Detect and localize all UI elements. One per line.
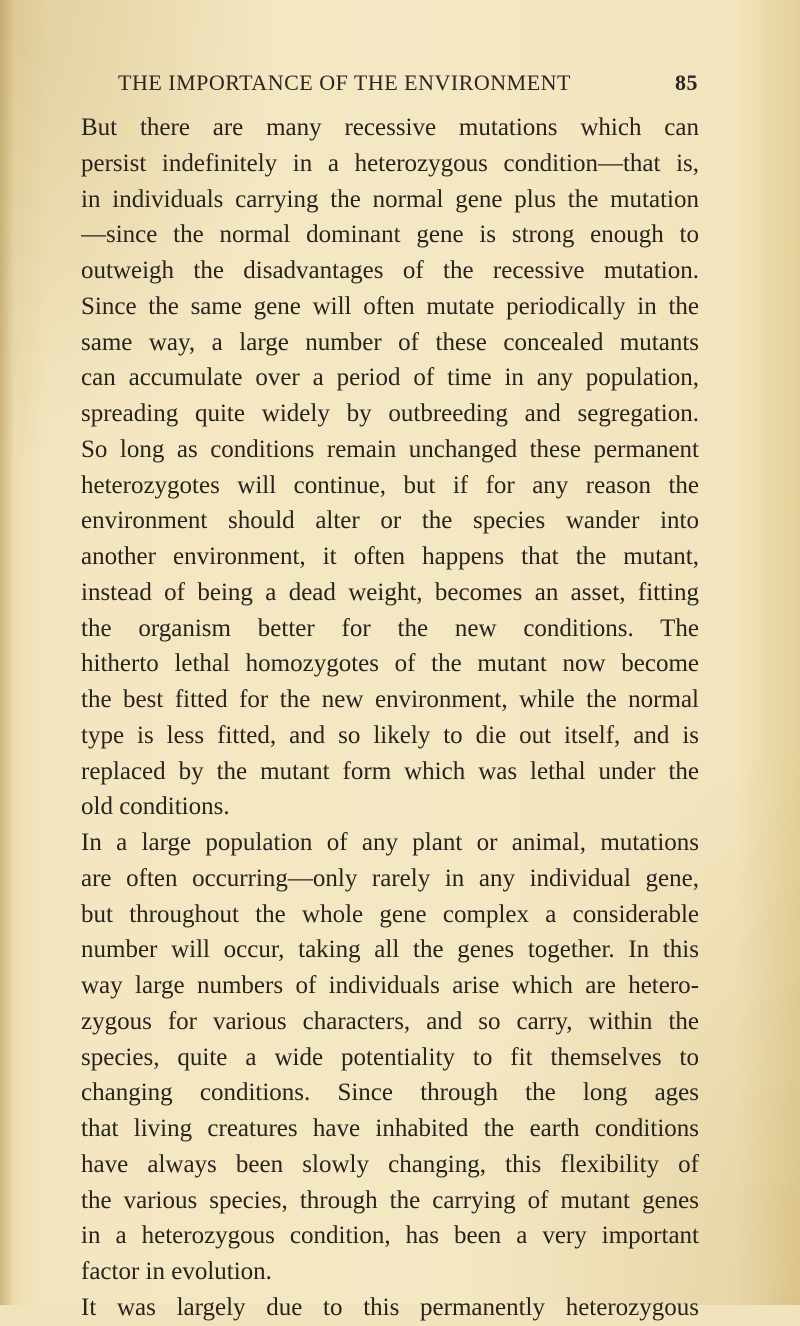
text-line: environment should alter or the species wander into [81, 507, 699, 535]
text-line: zygous for various characters, and so carry, within the [81, 1007, 699, 1035]
text-line: same way, a large number of these concealed mutants [81, 328, 699, 356]
text-line: the organism better for the new conditions. The [81, 614, 699, 642]
text-line: —since the normal dominant gene is strong enough to [81, 221, 699, 249]
text-line: the various species, through the carrying of mutant genes [81, 1186, 699, 1214]
text-line: So long as conditions remain unchanged these permanent [81, 435, 699, 463]
text-line: have always been slowly changing, this flexibility of [81, 1150, 699, 1178]
text-line: can accumulate over a period of time in any population, [81, 364, 699, 392]
text-line: species, quite a wide potentiality to fit themselves to [81, 1043, 699, 1071]
text-line: Since the same gene will often mutate periodically in the [81, 292, 699, 320]
page-number: 85 [675, 70, 698, 95]
text-line: the best fitted for the new environment, while the normal [81, 686, 699, 713]
text-line: but throughout the whole gene complex a considerable [81, 900, 699, 928]
text-line: changing conditions. Since through the long ages [81, 1079, 699, 1107]
text-line: hitherto lethal homozygotes of the mutant now become [81, 650, 699, 678]
text-line: replaced by the mutant form which was lethal under the [81, 757, 699, 785]
body-text [81, 110, 699, 1326]
text-line: heterozygotes will continue, but if for any reason the [81, 471, 699, 499]
paragraph-end-line: factor in evolution. [81, 1258, 272, 1285]
text-line: another environment, it often happens that the mutant, [81, 543, 699, 570]
text-line: But there are many recessive mutations which can [81, 114, 699, 141]
paragraph-start-line: It was largely due to this permanently heterozygous [81, 1293, 699, 1321]
page-spine-shadow [0, 0, 14, 1305]
text-line: instead of being a dead weight, becomes an asset, fitting [81, 578, 699, 606]
text-line: way large numbers of individuals arise which are hetero- [81, 972, 699, 999]
text-line: in a heterozygous condition, has been a very important [81, 1222, 699, 1250]
paragraph-start-line: In a large population of any plant or animal, mutations [81, 829, 699, 856]
paragraph-end-line: old conditions. [81, 793, 230, 821]
text-line: are often occurring—only rarely in any individual gene, [81, 864, 699, 892]
text-line: in individuals carrying the normal gene plus the mutation [81, 185, 699, 213]
text-line: spreading quite widely by outbreeding and segregation. [81, 400, 699, 427]
text-line: that living creatures have inhabited the earth conditions [81, 1115, 699, 1142]
running-title: THE IMPORTANCE OF THE ENVIRONMENT [118, 70, 571, 95]
text-line: persist indefinitely in a heterozygous condition—that is, [81, 149, 699, 177]
text-line: type is less fitted, and so likely to die out itself, and is [81, 721, 699, 749]
text-line: number will occur, taking all the genes together. In this [81, 936, 699, 964]
text-line: outweigh the disadvantages of the recessive mutation. [81, 257, 699, 284]
running-header [118, 70, 698, 100]
